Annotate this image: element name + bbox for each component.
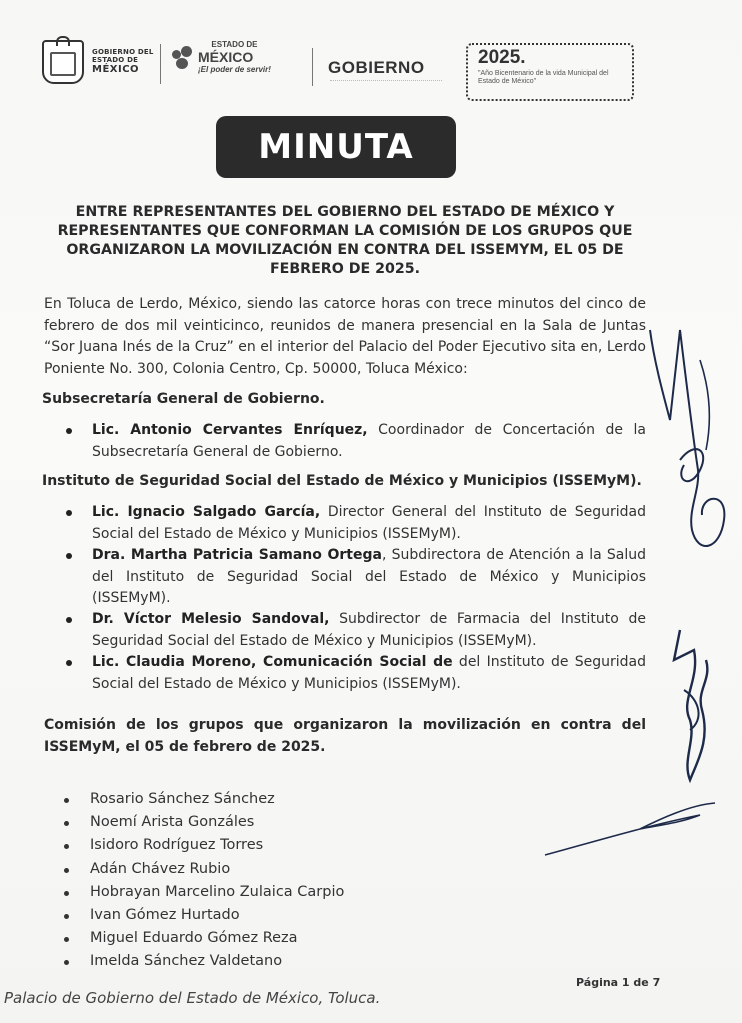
attendee-name: Lic. Claudia Moreno, Comunicación Social de <box>92 654 453 670</box>
attendee-item <box>92 420 646 463</box>
attendee-name: Dr. Víctor Melesio Sandoval, <box>92 611 330 627</box>
attendee-role: , Subdirectora de Atención a la Salud del Instituto de Seguridad Social del Estado de México y Municipios (ISSEMyM). <box>92 547 647 606</box>
section-title-comision: Comisión de los grupos que organizaron la movilización en contra del ISSEMyM, el 05 de febrero de 2025. <box>44 717 646 755</box>
attendee-role: Subdirector de Farmacia del Instituto de Seguridad Social del Estado de México y Municipios (ISSEMyM). <box>92 611 646 649</box>
attendee-item <box>92 545 646 610</box>
gob-logo-line2: ESTADO DE <box>92 56 139 64</box>
document-heading: ENTRE REPRESENTANTES DEL GOBIERNO DEL ESTADO DE MÉXICO Y REPRESENTANTES QUE CONFORMAN LA COMISIÓN DE LOS GRUPOS QUE ORGANIZARON LA MOVILIZACIÓN EN CONTRA DEL ISSEMYM, EL 05 DE FEBRERO DE 2025. <box>57 204 633 277</box>
estado-logo-text <box>198 40 271 75</box>
attendee-item <box>92 652 646 695</box>
list-item: Noemí Arista Gonzáles <box>62 811 344 834</box>
signature-1 <box>640 320 740 580</box>
signature-3 <box>540 795 720 865</box>
list-item: Rosario Sánchez Sánchez <box>62 788 344 811</box>
attendee-role: del Instituto de Seguridad Social del Estado de México y Municipios (ISSEMyM). <box>92 654 646 692</box>
attendee-name: Lic. Antonio Cervantes Enríquez, <box>92 422 368 438</box>
header-divider <box>160 44 161 84</box>
list-item: Adán Chávez Rubio <box>62 858 344 881</box>
attendee-item <box>92 502 646 545</box>
estado-logo-slogan: ¡El poder de servir! <box>198 65 271 74</box>
gob-logo-text <box>92 48 154 76</box>
gob-logo-line3: MÉXICO <box>92 64 140 75</box>
year-label: 2025. <box>478 47 526 68</box>
year-motto-box <box>466 43 634 101</box>
year-motto: "Año Bicentenario de la vida Municipal del Estado de México" <box>478 70 609 85</box>
list-item: Isidoro Rodríguez Torres <box>62 834 344 857</box>
section-title-subsecretaria: Subsecretaría General de Gobierno. <box>42 391 325 407</box>
list-item: Miguel Eduardo Gómez Reza <box>62 927 344 950</box>
attendee-role: Director General del Instituto de Seguridad Social del Estado de México y Municipios (ISSEMyM). <box>92 504 646 542</box>
estado-logo-line1: ESTADO DE <box>211 40 258 49</box>
estado-de-mexico-logo <box>172 40 271 75</box>
attendee-name: Dra. Martha Patricia Samano Ortega <box>92 547 382 563</box>
commission-members-list <box>62 788 344 974</box>
gobierno-estado-logo <box>42 40 154 84</box>
estado-logo-line2: MÉXICO <box>198 49 254 65</box>
gobierno-underline <box>330 80 442 83</box>
list-item: Ivan Gómez Hurtado <box>62 904 344 927</box>
list-item: Hobrayan Marcelino Zulaica Carpio <box>62 881 344 904</box>
attendee-name: Lic. Ignacio Salgado García, <box>92 504 321 520</box>
section-title-issemym: Instituto de Seguridad Social del Estado de México y Municipios (ISSEMyM). <box>42 473 642 489</box>
intro-paragraph: En Toluca de Lerdo, México, siendo las catorce horas con trece minutos del cinco de febrero de dos mil veinticinco, reunidos de manera presencial en la Sala de Juntas “Sor Juana Inés de la Cruz” en el interior del Palacio del Poder Ejecutivo sita en, Lerdo Poniente No. 300, Colonia Centro, Cp. 50000, Toluca México: <box>44 296 646 377</box>
document-title: MINUTA <box>216 116 456 178</box>
attendee-role: Coordinador de Concertación de la Subsecretaría General de Gobierno. <box>92 422 646 460</box>
header-divider <box>312 48 313 86</box>
gobierno-wordmark: GOBIERNO <box>328 58 425 77</box>
estado-mark-icon <box>172 46 194 70</box>
page-number: Página 1 de 7 <box>576 976 661 989</box>
list-item: Imelda Sánchez Valdetano <box>62 950 344 973</box>
state-crest-icon <box>42 40 84 84</box>
gob-logo-line1: GOBIERNO DEL <box>92 48 154 56</box>
signature-2 <box>660 620 740 790</box>
attendee-item <box>92 609 646 652</box>
page-footer: Palacio de Gobierno del Estado de México, Toluca. <box>4 989 381 1007</box>
